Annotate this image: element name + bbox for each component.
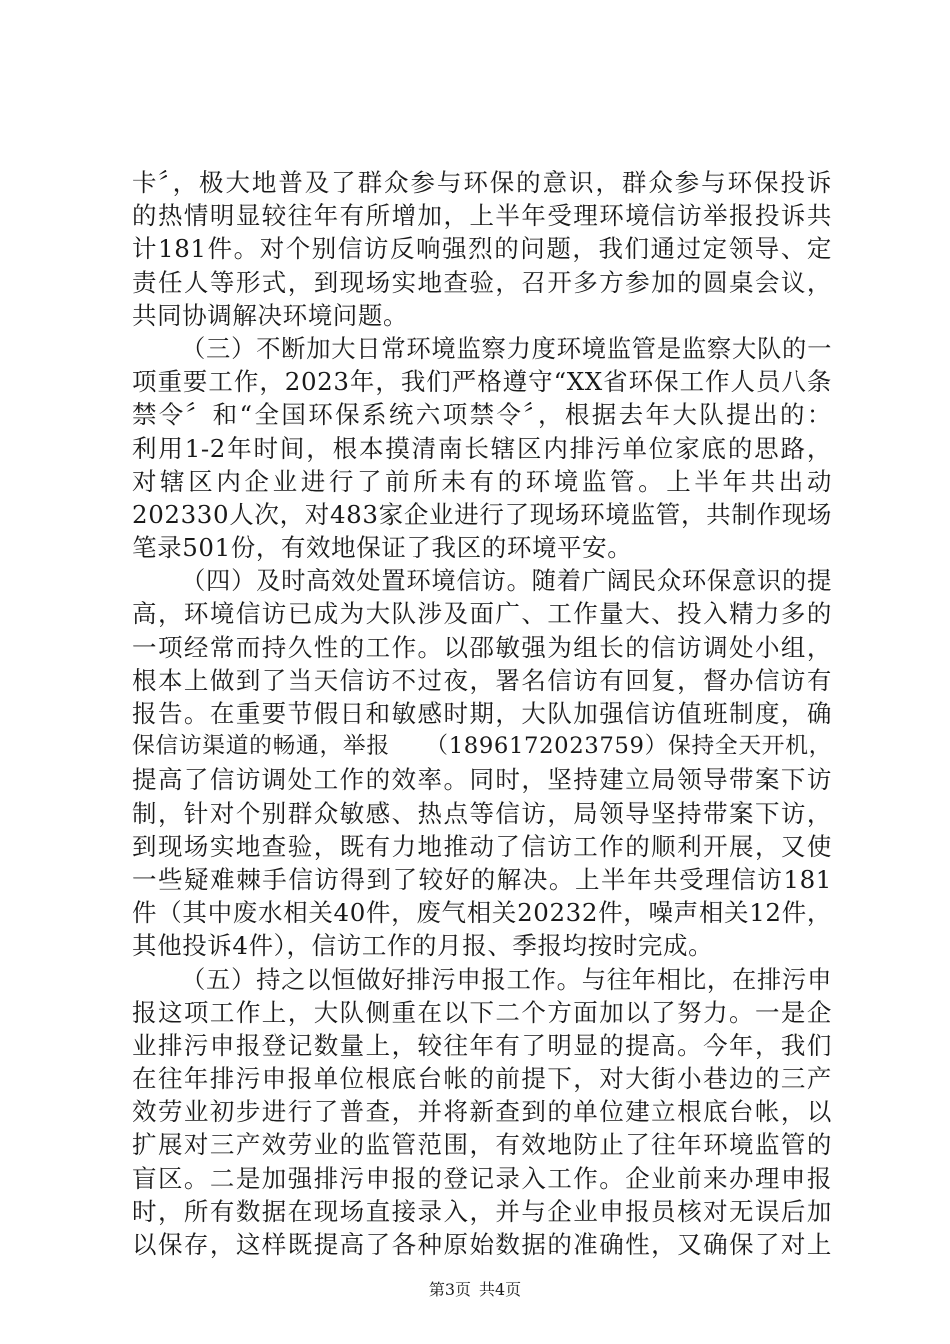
text-line: 以保存，这样既提高了各种原始数据的准确性，又确保了对上 <box>132 1230 832 1259</box>
text-line: 笔录501份，有效地保证了我区的环境平安。 <box>132 533 633 563</box>
text-line: 计181件。对个别信访反响强烈的问题，我们通过定领导、定 <box>132 234 832 264</box>
text-line: 报这项工作上，大队侧重在以下二个方面加以了努力。一是企 <box>132 997 832 1027</box>
text-line: 报告。在重要节假日和敏感时期，大队加强信访值班制度，确 <box>132 699 832 728</box>
text-line: 卡〞，极大地普及了群众参与环保的意识，群众参与环保投诉 <box>132 168 832 197</box>
text-line: 扩展对三产效劳业的监管范围，有效地防止了往年环境监管的 <box>132 1130 832 1160</box>
text-line: 责任人等形式，到现场实地查验，召开多方参加的圆桌会议， <box>132 267 832 297</box>
text-line: 提高了信访调处工作的效率。同时，坚持建立局领导带案下访 <box>132 765 832 795</box>
text-line: 在往年排污申报单位根底台帐的前提下，对大街小巷边的三产 <box>132 1064 832 1094</box>
document-body <box>132 166 832 1261</box>
text-line: 盲区。二是加强排污申报的登记录入工作。企业前来办理申报 <box>132 1163 832 1193</box>
text-line: 项重要工作，2023年，我们严格遵守“XX省环保工作人员八条 <box>132 367 832 397</box>
text-line: 到现场实地查验，既有力地推动了信访工作的顺利开展，又使 <box>132 831 832 861</box>
text-line: 共同协调解决环境问题。 <box>132 300 409 330</box>
text-line: 保信访渠道的畅通，举报 （1896172023759）保持全天开机， <box>132 733 832 760</box>
text-line: 业排污申报登记数量上，较往年有了明显的提高。今年，我们 <box>132 1030 832 1060</box>
text-line: 对辖区内企业进行了前所未有的环境监管。上半年共出动 <box>132 466 832 496</box>
page-total: 共4页 <box>479 1280 522 1299</box>
page-number: 第3页 <box>428 1280 471 1299</box>
text-line: 制，针对个别群众敏感、热点等信访，局领导坚持带案下访， <box>132 798 832 828</box>
text-line: （三）不断加大日常环境监察力度环境监管是监察大队的一 <box>181 333 832 363</box>
text-line: 一项经常而持久性的工作。以邵敏强为组长的信访调处小组， <box>132 632 832 662</box>
text-line: 的热情明显较往年有所增加，上半年受理环境信访举报投诉共 <box>132 201 832 231</box>
text-line: （四）及时高效处置环境信访。随着广阔民众环保意识的提 <box>181 566 832 596</box>
text-line: 高，环境信访已成为大队涉及面广、工作量大、投入精力多的 <box>132 599 832 629</box>
text-line: 时，所有数据在现场直接录入，并与企业申报员核对无误后加 <box>132 1196 832 1226</box>
text-line: 件（其中废水相关40件，废气相关20232件，噪声相关12件， <box>132 898 832 928</box>
text-line: （五）持之以恒做好排污申报工作。与往年相比，在排污申 <box>181 964 832 994</box>
text-line: 效劳业初步进行了普查，并将新查到的单位建立根底台帐，以 <box>132 1097 832 1127</box>
page-footer <box>0 1277 950 1300</box>
text-line: 其他投诉4件），信访工作的月报、季报均按时完成。 <box>132 931 714 961</box>
text-line: 根本上做到了当天信访不过夜，署名信访有回复，督办信访有 <box>132 665 832 695</box>
text-line: 禁令〞和“全国环保系统六项禁令〞，根据去年大队提出的： <box>132 400 832 430</box>
text-line: 利用1-2年时间，根本摸清南长辖区内排污单位家底的思路， <box>132 433 832 463</box>
text-line: 一些疑难棘手信访得到了较好的解决。上半年共受理信访181 <box>132 864 832 894</box>
text-line: 202330人次，对483家企业进行了现场环境监管，共制作现场 <box>132 499 832 529</box>
